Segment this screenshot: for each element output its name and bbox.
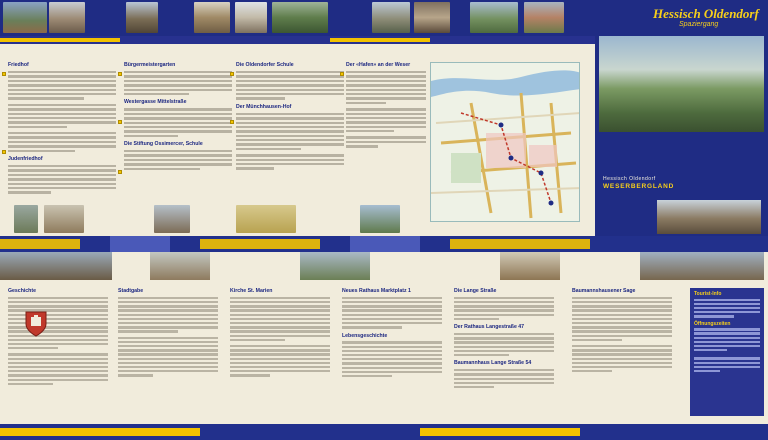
heading: Stadtgabe [118,288,144,294]
marker [118,120,122,124]
cover-caption-big: WESERBERGLAND [603,183,675,190]
heading: Judenfriedhof [8,156,43,163]
lower-panel [0,252,768,440]
photo-small [154,205,190,233]
town-crest-icon [24,310,48,338]
photo-window [414,2,450,33]
photo-small [14,205,38,233]
photo-small [44,205,84,233]
band-wedge [110,236,170,252]
lower-column-1 [8,288,108,389]
town-map [430,62,580,222]
tourist-info-box [690,288,764,416]
heading: Kirche St. Marien [230,288,273,294]
photo-flowers [524,2,564,33]
photo-timber-house [3,2,47,33]
heading: Der «Hafen» an der Weser [346,62,411,68]
upper-column-3 [236,62,344,174]
upper-column-4 [346,62,426,152]
band-stripe [450,239,590,249]
cover-photo [599,36,764,132]
band-stripe [420,428,580,436]
photo-small [360,205,400,233]
heading: Der Rathaus Langestraße 47 [454,324,525,331]
map-graphic [431,63,580,222]
center-fold-band [0,236,768,252]
upper-column-2 [124,62,232,174]
heading: Der Münchhausen-Hof [236,103,292,110]
marker [2,150,6,154]
photo-gate [126,2,158,33]
photo-church [235,2,267,33]
photo-lower [300,252,370,280]
contact-heading: Tourist-Info [694,291,722,297]
heading: Die Lange Straße [454,288,497,294]
brochure-title: Hessisch Oldendorf [653,6,759,21]
heading: Geschichte [8,288,36,294]
marker [118,170,122,174]
heading: Baumannhaus Lange Straße 54 [454,360,532,367]
brochure-subtitle: Spaziergang [679,21,719,28]
cover-caption-small: Hessisch Oldendorf [603,176,656,182]
photo-weser [470,2,518,33]
lower-column-3 [230,288,330,381]
photo-small [236,205,296,233]
heading: Die Oldendorfer Schule [236,62,294,68]
photo-lower [150,252,210,280]
title-panel [595,0,768,236]
photo-bridge [372,2,410,33]
band-stripe [200,239,320,249]
photo-street [49,2,85,33]
photo-trees [272,2,328,33]
heading: Neues Rathaus Marktplatz 1 [342,288,411,294]
band-stripe [330,38,430,42]
contact-subheading: Öffnungszeiten [694,320,731,327]
lower-column-2 [118,288,218,381]
lower-column-6 [572,288,672,376]
marker [340,72,344,76]
marker [230,72,234,76]
upper-column-1 [8,62,116,198]
cover-photo-small [657,200,761,234]
lower-column-5 [454,288,554,392]
marker [118,72,122,76]
heading: Friedhof [8,62,29,68]
heading: Westergasse Mittelstraße [124,99,187,106]
bottom-color-band [0,424,768,440]
photo-lower [640,252,764,280]
band-stripe [0,38,120,42]
photo-lower [0,252,112,280]
heading: Die Stiftung Ossimercer, Schule [124,141,203,148]
heading: Lebensgeschichte [342,332,388,339]
band-stripe [0,428,200,436]
lower-column-4 [342,288,442,381]
heading: Baumannshausener Sage [572,288,636,294]
band-stripe [0,239,80,249]
band-wedge [350,236,420,252]
marker [2,72,6,76]
heading: Bürgermeistergarten [124,62,176,68]
photo-facade [194,2,230,33]
marker [230,120,234,124]
photo-lower [500,252,560,280]
